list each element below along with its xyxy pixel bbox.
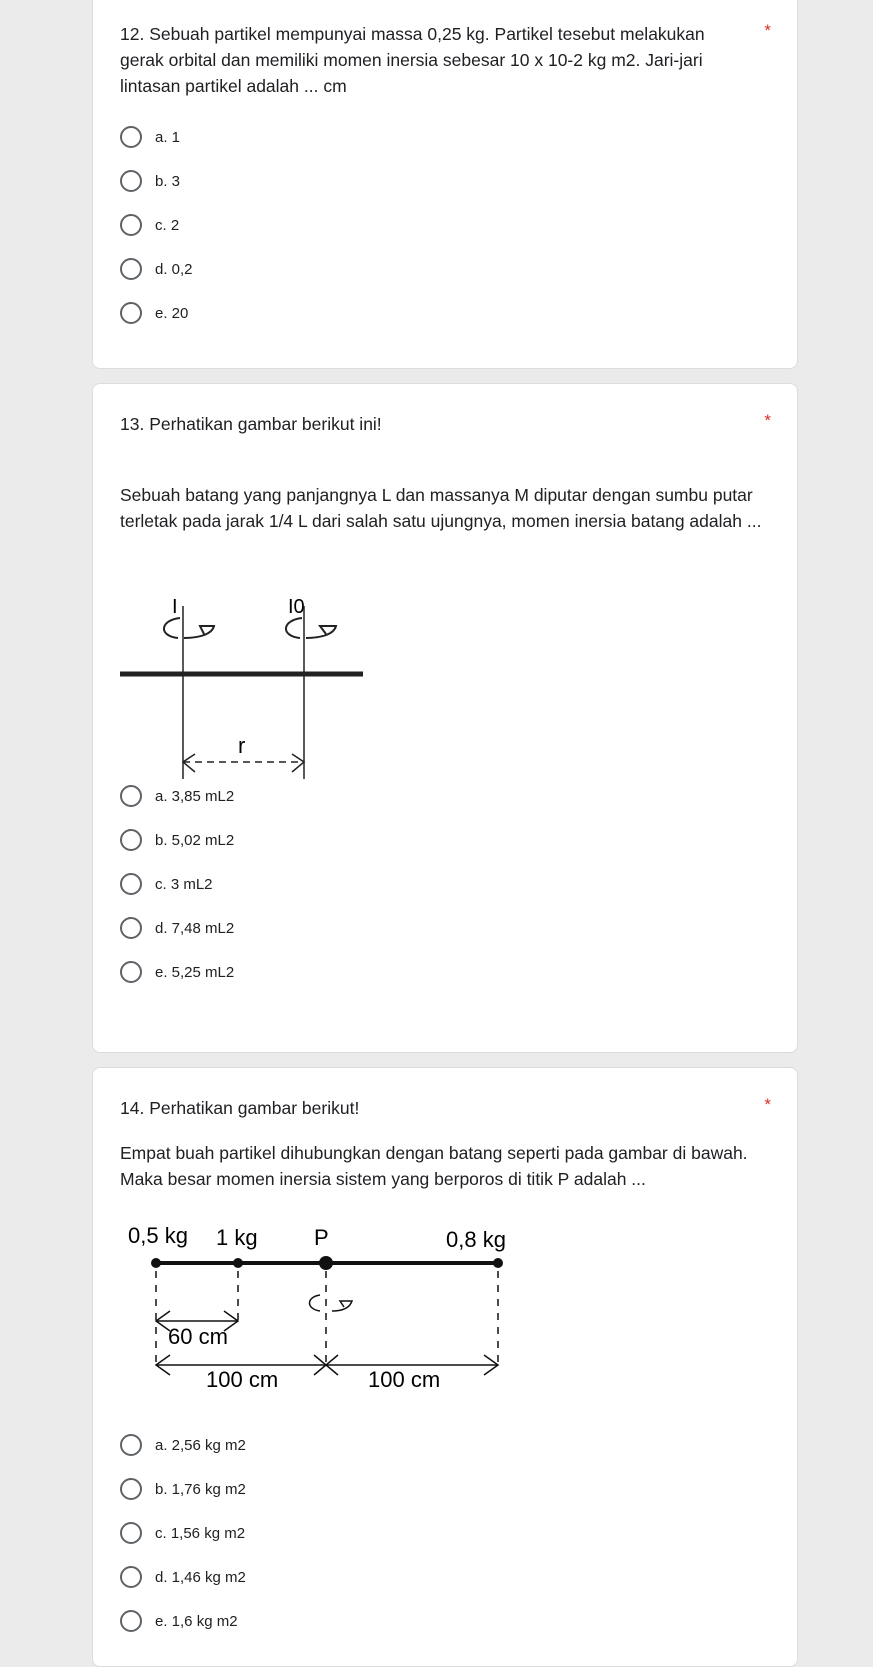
option-e[interactable] [120,301,188,325]
option-label: c. 1,56 kg m2 [155,1524,246,1542]
rotation-arrow-left [164,618,214,638]
option-label: b. 5,02 mL2 [155,831,235,849]
radio-button[interactable] [120,829,142,851]
question-card-12 [92,0,798,369]
required-asterisk: * [764,1095,771,1114]
question-description: Sebuah batang yang panjangnya L dan massanya M diputar dengan sumbu putar terletak pada jarak 1/4 L dari salah satu ujungnya, momen inersia batang adalah ... [120,485,762,531]
option-a[interactable] [120,784,234,808]
option-label: d. 0,2 [155,260,193,278]
label-distance-60: 60 cm [168,1324,228,1349]
option-a[interactable] [120,125,180,149]
option-d[interactable] [120,916,234,940]
required-asterisk: * [764,411,771,430]
rotation-arrow-right [286,618,336,638]
label-distance-right: 100 cm [368,1367,441,1392]
radio-button[interactable] [120,170,142,192]
option-label: a. 3,85 mL2 [155,787,235,805]
radio-button[interactable] [120,1522,142,1544]
radio-button[interactable] [120,1610,142,1632]
option-label: b. 1,76 kg m2 [155,1480,246,1498]
label-i: I [172,596,178,618]
option-b[interactable] [120,1477,246,1501]
option-label: d. 7,48 mL2 [155,919,235,937]
label-pivot: P [314,1225,329,1250]
option-e[interactable] [120,1609,238,1633]
option-label: d. 1,46 kg m2 [155,1568,246,1586]
radio-button[interactable] [120,302,142,324]
radio-button[interactable] [120,785,142,807]
option-label: a. 2,56 kg m2 [155,1436,246,1454]
option-label: b. 3 [155,172,181,190]
option-b[interactable] [120,169,180,193]
particle-2 [233,1258,243,1268]
option-label: c. 3 mL2 [155,875,213,893]
radio-button[interactable] [120,961,142,983]
option-c[interactable] [120,872,213,896]
radio-button[interactable] [120,1566,142,1588]
option-label: c. 2 [155,216,180,234]
option-a[interactable] [120,1433,246,1457]
particle-1 [151,1258,161,1268]
radio-button[interactable] [120,917,142,939]
pivot-point [319,1256,333,1270]
option-label: e. 1,6 kg m2 [155,1612,238,1630]
distance-r-arrow-left [183,754,195,772]
label-mass-2: 1 kg [216,1225,258,1250]
radio-button[interactable] [120,214,142,236]
required-asterisk: * [764,21,771,40]
radio-button[interactable] [120,126,142,148]
rotation-arrow-pivot [310,1295,353,1311]
label-r: r [238,733,246,758]
option-label: e. 5,25 mL2 [155,963,235,981]
label-distance-left: 100 cm [206,1367,279,1392]
question-title: 12. Sebuah partikel mempunyai massa 0,25 kg. Partikel tesebut melakukan gerak orbital dan memiliki momen inersia sebesar 10 x 10-2 kg m2. Jari-jari lintasan partikel adalah ... cm [120,24,705,96]
option-d[interactable] [120,257,193,281]
option-c[interactable] [120,1521,245,1545]
question-card-13 [92,383,798,1053]
particle-4 [493,1258,503,1268]
particle-system-figure [128,1223,538,1433]
radio-button[interactable] [120,1434,142,1456]
label-i0: I0 [288,596,305,618]
question-title: 13. Perhatikan gambar berikut ini! [120,414,382,434]
distance-r-arrow-right [292,754,304,772]
option-label: a. 1 [155,128,181,146]
radio-button[interactable] [120,873,142,895]
option-label: e. 20 [155,304,189,322]
option-e[interactable] [120,960,234,984]
label-mass-4: 0,8 kg [446,1227,506,1252]
question-card-14 [92,1067,798,1667]
radio-button[interactable] [120,1478,142,1500]
question-title: 14. Perhatikan gambar berikut! [120,1098,360,1118]
option-d[interactable] [120,1565,246,1589]
question-description: Empat buah partikel dihubungkan dengan batang seperti pada gambar di bawah. Maka besar momen inersia sistem yang berporos di titik P adalah ... [120,1143,748,1189]
moment-of-inertia-figure [120,584,370,779]
option-c[interactable] [120,213,179,237]
label-mass-1: 0,5 kg [128,1223,188,1248]
option-b[interactable] [120,828,234,852]
radio-button[interactable] [120,258,142,280]
